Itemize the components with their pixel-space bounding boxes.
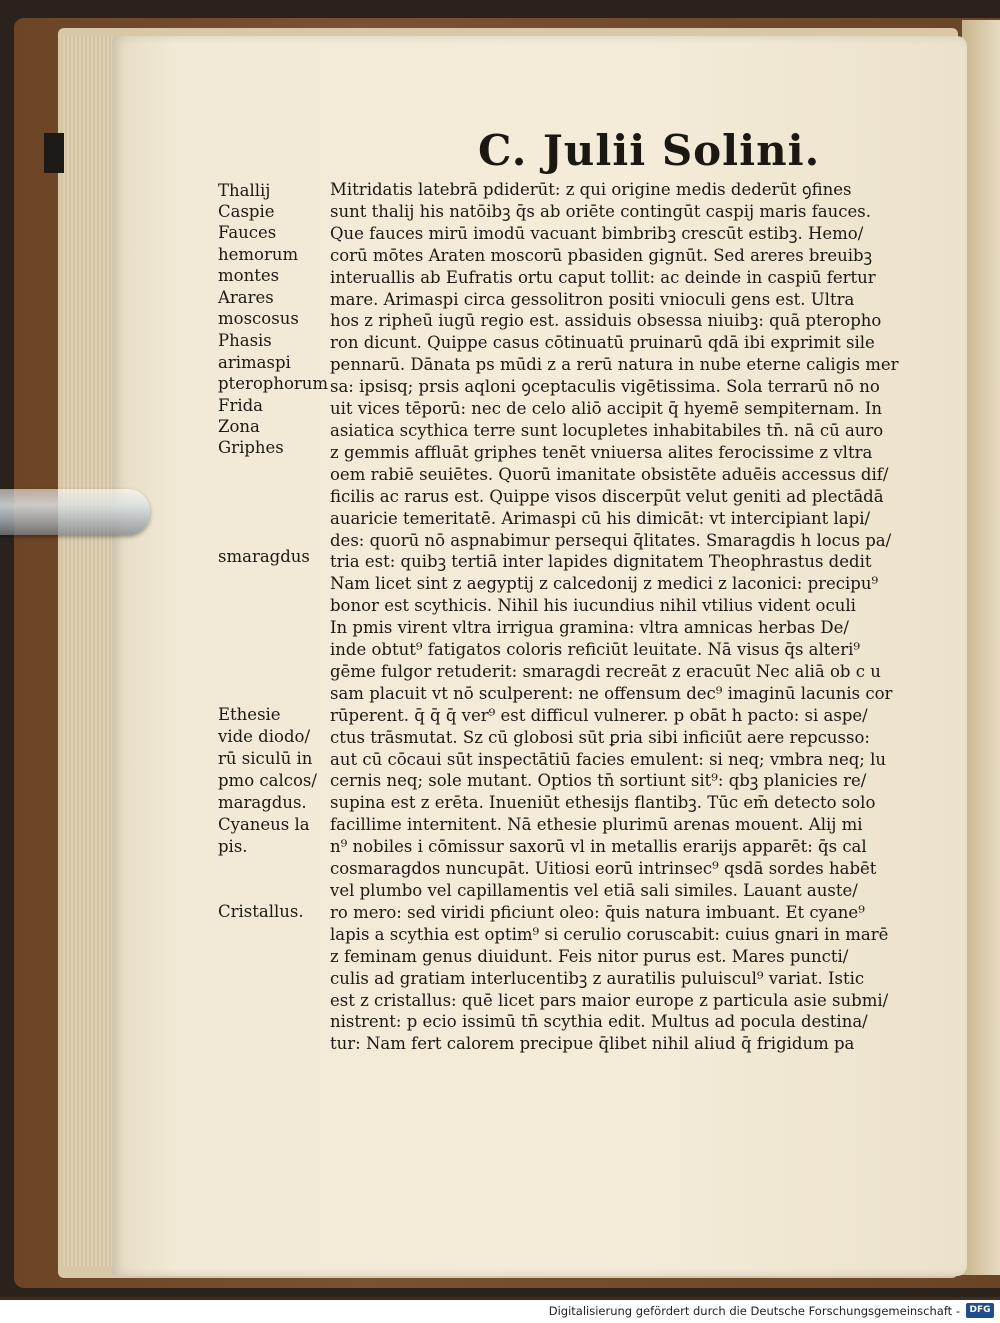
marginal-note: pmo calcos/ (218, 771, 317, 790)
body-text (330, 179, 910, 1055)
text-line: aut cū cōcaui sūt inspectātiū facies emulent: si neq; vmbra neq; lu (330, 749, 886, 769)
text-line: sam placuit vt nō sculperent: ne offensum dec⁹ imaginū lacunis cor (330, 683, 893, 703)
marginal-note: Caspie (218, 202, 275, 221)
text-line: ron dicunt. Quippe casus cōtinuatū pruinarū qdā ibi exprimit sile (330, 333, 875, 353)
text-line: ficilis ac rarus est. Quippe visos discerpūt velut geniti ad plectādā (330, 486, 884, 506)
text-line: corū mōtes Araten moscorū pbasiden gignūt. Sed areres breuibꝫ (330, 245, 873, 265)
text-line: nistrent: p ecio issimū tn̄ scythia edit. Multus ad pocula destina/ (330, 1012, 868, 1032)
marginal-note: pis. (218, 837, 248, 856)
text-line: Que fauces mirū imodū vacuant bimbribꝫ crescūt estibꝫ. Hemo/ (330, 223, 864, 243)
marginal-note: arimaspi (218, 353, 291, 372)
text-line: des: quorū nō aspnabimur persequi q̄litates. Smaragdis h locus pa/ (330, 530, 892, 550)
text-line: lapis a scythia est optim⁹ si cerulio coruscabit: cuius gnari in marē (330, 924, 889, 944)
text-line: z gemmis affluāt griphes tenēt vniuersa alites ferocissime z vltra (330, 442, 873, 462)
text-line: tria est: quibꝫ tertiā inter lapides dignitatem Theophrastus dedit (330, 552, 872, 572)
marginal-note: Zona (218, 417, 260, 436)
text-line: sunt thalij his natōibꝫ q̄s ab oriēte contingūt caspij maris fauces. (330, 201, 871, 221)
marginal-note: Fauces (218, 223, 277, 242)
text-line: sa: ipsisq; prsis aqloni ꝯceptaculis vigētissima. Sola terrarū nō no (330, 377, 880, 397)
text-line: uit vices tēporū: nec de celo aliō accipit q̄ hyemē sempiternam. In (330, 399, 883, 419)
text-line: In pmis virent vltra irrigua gramina: vltra amnicas herbas De/ (330, 618, 849, 638)
text-line: ctus trāsmutat. Sz cū globosi sūt ꝑria sibi inficiūt aere repcusso: (330, 727, 870, 747)
text-line: oem rabiē seuiētes. Quorū imanitate obsistēte aduēis accessus dif/ (330, 464, 889, 484)
text-line: z feminam genus diuidunt. Feis nitor purus est. Mares puncti/ (330, 946, 849, 966)
text-line: culis ad gratiam interlucentibꝫ z auratilis puluiscul⁹ variat. Istic (330, 968, 865, 988)
marginal-note: Frida (218, 396, 264, 415)
text-line: est z cristallus: quē licet pars maior europe z particula asie submi/ (330, 990, 889, 1010)
page-tab-mark (44, 133, 64, 173)
text-line: gēme fulgor retuderit: smaragdi recreāt z eracuūt Nec aliā ob c u (330, 661, 881, 681)
glass-weight-rod (0, 489, 150, 535)
text-line: tur: Nam fert calorem precipue q̄libet nihil aliud q̄ frigidum pa (330, 1034, 855, 1054)
text-line: auaricie temeritatē. Arimaspi cū his dimicāt: vt intercipiant lapi/ (330, 508, 871, 528)
marginal-note: hemorum (218, 245, 299, 264)
text-line: cosmaragdos nuncupāt. Uitiosi eorū intrinsec⁹ qsdā sordes habēt (330, 859, 877, 879)
marginal-note: Thallij (218, 181, 271, 200)
text-line: facillime internitent. Nā ethesie plurimū arenas mouent. Alij mi (330, 815, 863, 835)
text-line: cernis neq; sole mutant. Optios tn̄ sortiunt sit⁹: qbꝫ planicies re/ (330, 771, 867, 791)
marginal-note: Arares (218, 288, 274, 307)
text-line: mare. Arimaspi circa gessolitron positi vnioculi gens est. Ultra (330, 289, 855, 309)
text-line: pennarū. Dānata ps mūdi z a rerū natura in nube eterne caligis mer (330, 355, 899, 375)
text-line: inde obtut⁹ fatigatos coloris reficiūt leuitate. Nā visus q̄s alteri⁹ (330, 640, 860, 660)
text-line: Nam licet sint z aegyptij z calcedonij z medici z laconici: precipu⁹ (330, 574, 879, 594)
marginal-note: Ethesie (218, 705, 281, 724)
text-line: asiatica scythica terre sunt locupletes inhabitabiles tn̄. nā cū auro (330, 420, 884, 440)
text-line: hos z ripheū iugū regio est. assiduis obsessa niuibꝫ: quā pteropho (330, 311, 882, 331)
text-line: n⁹ nobiles i cōmissur saxorū vl in metallis erarijs apparēt: q̄s cal (330, 837, 867, 857)
marginal-note: Phasis (218, 331, 272, 350)
text-line: vel plumbo vel capillamentis vel etiā sali similes. Lauant auste/ (330, 881, 858, 900)
funding-credit: Digitalisierung gefördert durch die Deutsche Forschungsgemeinschaft - (548, 1304, 960, 1318)
marginal-note: Cyaneus la (218, 815, 310, 834)
marginal-note: moscosus (218, 309, 299, 328)
text-line: rūperent. q̄ q̄ q̄ ver⁹ est difficul vulnerer. p obāt h pacto: si aspe/ (330, 705, 868, 725)
footer-bar (0, 1300, 1000, 1323)
marginal-note: pterophorum (218, 374, 329, 393)
text-line: Mitridatis latebrā pdiderūt: z qui origine medis dederūt ꝯfines (330, 180, 852, 199)
text-line: ro mero: sed viridi pficiunt oleo: q̄uis natura imbuant. Et cyane⁹ (330, 902, 865, 922)
marginal-note: vide diodo/ (218, 727, 310, 746)
marginal-note: rū siculū in (218, 749, 313, 768)
dfg-logo: DFG (966, 1303, 994, 1318)
running-heading: C. Julii Solini. (478, 126, 821, 175)
marginal-note: smaragdus (218, 547, 310, 566)
text-line: supina est z erēta. Inueniūt ethesijs flantibꝫ. Tūc em̄ detecto solo (330, 793, 876, 813)
text-line: bonor est scythicis. Nihil his iucundius nihil vtilius vident oculi (330, 596, 856, 616)
marginal-note: montes (218, 266, 280, 285)
text-line: interuallis ab Eufratis ortu caput tollit: ac deinde in caspiū fertur (330, 267, 876, 287)
facing-page-edge (962, 20, 1000, 1275)
marginal-note: Griphes (218, 438, 284, 457)
marginal-note: maragdus. (218, 793, 307, 812)
marginal-note: Cristallus. (218, 902, 304, 921)
